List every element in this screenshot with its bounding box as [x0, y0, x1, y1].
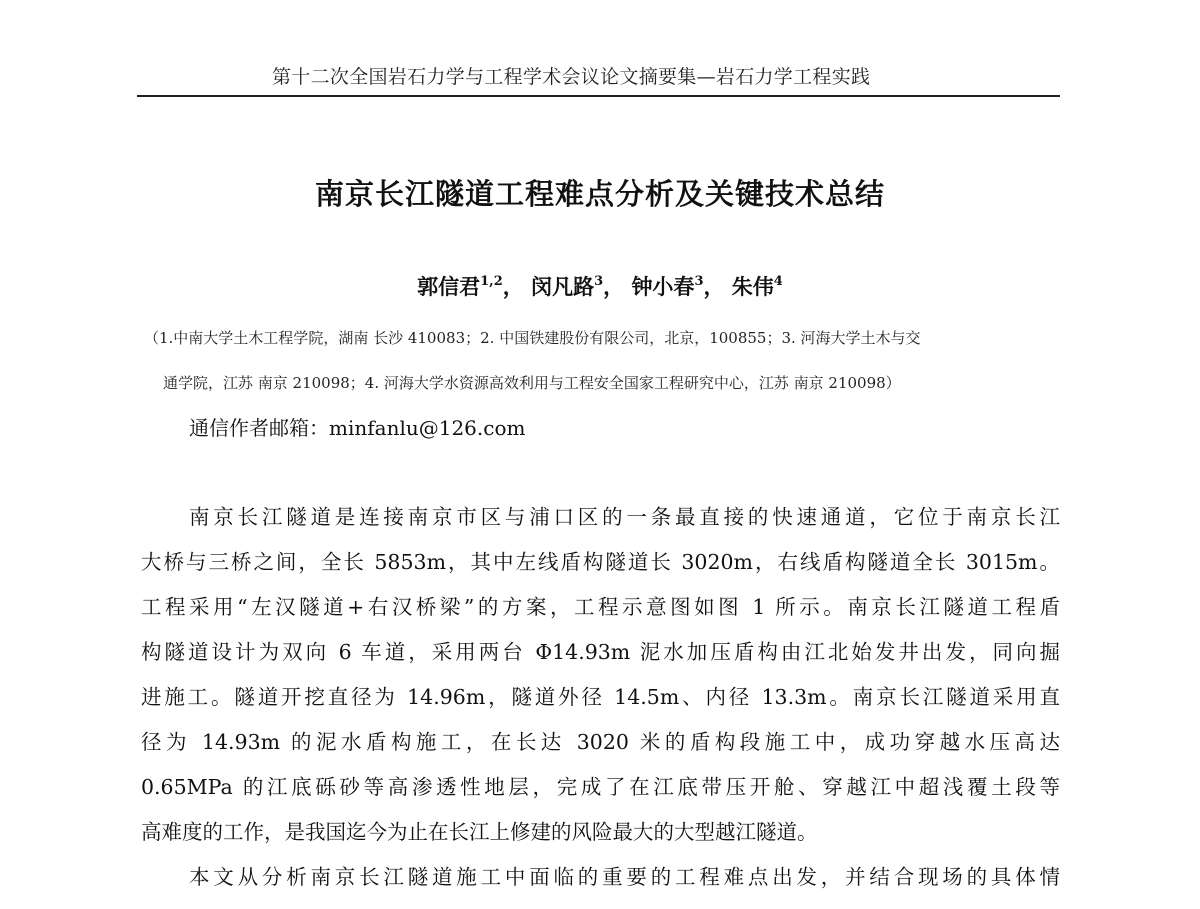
author-affiliation-mark: 1,2: [480, 274, 503, 289]
corresponding-email: 通信作者邮箱：minfanlu@126.com: [189, 416, 526, 440]
author-name: 钟小春: [631, 274, 695, 299]
author-name: 郭信君: [417, 274, 481, 299]
author-separator: ，: [703, 274, 725, 299]
paragraph-line: 径为 14.93m 的泥水盾构施工，在长达 3020 米的盾构段施工中，成功穿越水压高达: [141, 730, 1060, 754]
author-affiliation-mark: 3: [594, 274, 604, 289]
paragraph-line: 高难度的工作，是我国迄今为止在长江上修建的风险最大的大型越江隧道。: [141, 820, 818, 844]
paragraph-line: 大桥与三桥之间，全长 5853m，其中左线盾构隧道长 3020m，右线盾构隧道全长 3015m。: [141, 550, 1060, 574]
header-divider: [137, 95, 1060, 97]
affiliation-line: （1.中南大学土木工程学院，湖南 长沙 410083；2. 中国铁建股份有限公司，北京，100855；3. 河海大学土木与交: [144, 329, 921, 347]
author-name: 朱伟: [731, 274, 774, 299]
paragraph-line: 本文从分析南京长江隧道施工中面临的重要的工程难点出发，并结合现场的具体情: [189, 865, 1060, 889]
author-affiliation-mark: 4: [773, 274, 783, 289]
author-affiliation-mark: 3: [694, 274, 704, 289]
author-separator: ，: [603, 274, 625, 299]
paragraph-line: 构隧道设计为双向 6 车道，采用两台 Φ14.93m 泥水加压盾构由江北始发井出发，同向掘: [141, 640, 1060, 664]
running-header: 第十二次全国岩石力学与工程学术会议论文摘要集—岩石力学工程实践: [272, 66, 871, 88]
paper-title: 南京长江隧道工程难点分析及关键技术总结: [314, 177, 885, 211]
author-list: [0, 271, 1200, 301]
author-name: 闵凡路: [531, 274, 595, 299]
paragraph-line: 0.65MPa 的江底砾砂等高渗透性地层，完成了在江底带压开舱、穿越江中超浅覆土段等: [141, 775, 1060, 799]
paragraph-line: 南京长江隧道是连接南京市区与浦口区的一条最直接的快速通道，它位于南京长江: [189, 505, 1060, 529]
author-separator: ，: [502, 274, 524, 299]
paragraph-line: 进施工。隧道开挖直径为 14.96m，隧道外径 14.5m、内径 13.3m。南京长江隧道采用直: [141, 685, 1060, 709]
affiliation-line: 通学院，江苏 南京 210098；4. 河海大学水资源高效利用与工程安全国家工程研究中心，江苏 南京 210098）: [163, 374, 901, 392]
paragraph-line: 工程采用“左汉隧道+右汉桥梁”的方案，工程示意图如图 1 所示。南京长江隧道工程盾: [141, 595, 1060, 619]
